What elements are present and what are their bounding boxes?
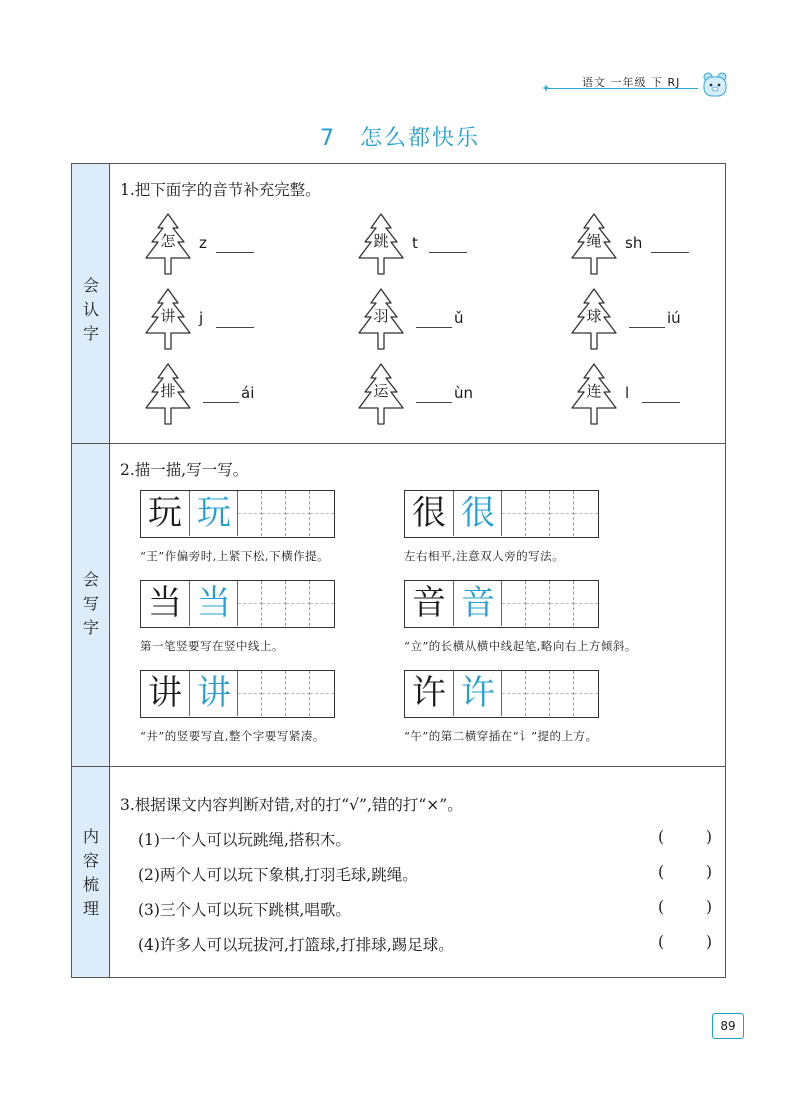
practice-cell[interactable] bbox=[309, 581, 334, 626]
tree-char: 怎 bbox=[160, 232, 176, 250]
writing-grid bbox=[404, 580, 599, 628]
tree-icon bbox=[137, 362, 199, 432]
guide-line bbox=[526, 603, 550, 604]
practice-cell[interactable] bbox=[261, 671, 286, 716]
writing-grid bbox=[140, 580, 335, 628]
tree-icon bbox=[137, 287, 199, 357]
guide-line bbox=[238, 603, 262, 604]
guide-line bbox=[574, 693, 598, 694]
practice-cell[interactable] bbox=[261, 581, 286, 626]
answer-blank[interactable] bbox=[216, 327, 254, 328]
practice-cell[interactable] bbox=[237, 491, 262, 536]
pinyin-final: iú bbox=[667, 309, 681, 327]
answer-blank[interactable] bbox=[629, 327, 665, 328]
practice-cell[interactable] bbox=[285, 491, 310, 536]
tree-char: 羽 bbox=[373, 307, 389, 325]
section-side-1 bbox=[72, 164, 110, 444]
trace-char: 很 bbox=[453, 491, 502, 536]
tree-char: 连 bbox=[586, 382, 602, 400]
writing-grid bbox=[404, 490, 599, 538]
pinyin-initial: l bbox=[625, 384, 630, 402]
section-label-char: 写 bbox=[82, 594, 99, 613]
answer-blank[interactable] bbox=[651, 252, 689, 253]
guide-line bbox=[310, 603, 334, 604]
practice-cell[interactable] bbox=[525, 491, 550, 536]
trace-char: 音 bbox=[453, 581, 502, 626]
practice-cell[interactable] bbox=[525, 671, 550, 716]
guide-line bbox=[286, 693, 310, 694]
section-label-char: 理 bbox=[82, 899, 99, 918]
practice-cell[interactable] bbox=[261, 491, 286, 536]
trace-char: 当 bbox=[189, 581, 238, 626]
writing-tip: “立”的长横从横中线起笔,略向右上方倾斜。 bbox=[404, 639, 637, 653]
guide-line bbox=[310, 513, 334, 514]
model-char: 音 bbox=[412, 583, 446, 623]
practice-cell[interactable] bbox=[501, 671, 526, 716]
practice-cell[interactable] bbox=[237, 581, 262, 626]
tree-char: 讲 bbox=[160, 307, 176, 325]
page-number: 89 bbox=[712, 1013, 744, 1039]
practice-cell[interactable] bbox=[549, 491, 574, 536]
guide-line bbox=[550, 513, 574, 514]
guide-line bbox=[502, 513, 526, 514]
answer-paren-open[interactable]: ( bbox=[658, 828, 665, 846]
tree-char: 跳 bbox=[373, 232, 389, 250]
guide-line bbox=[238, 693, 262, 694]
practice-cell[interactable] bbox=[285, 671, 310, 716]
tree-icon bbox=[563, 287, 625, 357]
model-char: 讲 bbox=[148, 673, 182, 713]
section-label-char: 字 bbox=[82, 324, 99, 343]
section-divider bbox=[72, 443, 725, 444]
guide-line bbox=[574, 603, 598, 604]
q1-prompt: 1.把下面字的音节补充完整。 bbox=[120, 181, 321, 199]
guide-line bbox=[502, 603, 526, 604]
answer-paren-close: ) bbox=[706, 828, 713, 846]
guide-line bbox=[310, 693, 334, 694]
practice-cell[interactable] bbox=[549, 581, 574, 626]
practice-cell[interactable] bbox=[573, 671, 598, 716]
section-side-2 bbox=[72, 444, 110, 767]
guide-line bbox=[526, 693, 550, 694]
answer-paren-open[interactable]: ( bbox=[658, 863, 665, 881]
guide-line bbox=[526, 513, 550, 514]
tree-icon bbox=[563, 362, 625, 432]
guide-line bbox=[262, 513, 286, 514]
practice-cell[interactable] bbox=[549, 671, 574, 716]
q2-prompt: 2.描一描,写一写。 bbox=[120, 461, 249, 479]
guide-line bbox=[286, 513, 310, 514]
guide-line bbox=[238, 513, 262, 514]
tree-icon bbox=[350, 287, 412, 357]
section-label-char: 内 bbox=[82, 827, 99, 846]
trace-char: 玩 bbox=[189, 491, 238, 536]
writing-tip: “井”的竖要写直,整个字要写紧凑。 bbox=[140, 729, 325, 743]
trace-char: 许 bbox=[453, 671, 502, 716]
answer-blank[interactable] bbox=[216, 252, 254, 253]
guide-line bbox=[502, 693, 526, 694]
lesson-title: 7 怎么都快乐 bbox=[320, 126, 480, 151]
pinyin-initial: t bbox=[412, 234, 418, 252]
pinyin-final: ùn bbox=[454, 384, 474, 402]
bear-mascot-icon bbox=[702, 70, 728, 98]
tree-char: 排 bbox=[160, 382, 176, 400]
section-divider bbox=[72, 766, 725, 767]
model-char: 许 bbox=[412, 673, 446, 713]
answer-blank[interactable] bbox=[642, 402, 680, 403]
practice-cell[interactable] bbox=[501, 581, 526, 626]
pinyin-final: ǔ bbox=[454, 309, 464, 327]
guide-line bbox=[286, 603, 310, 604]
tree-icon bbox=[563, 212, 625, 282]
practice-cell[interactable] bbox=[309, 491, 334, 536]
pinyin-initial: z bbox=[199, 234, 207, 252]
section-label-char: 认 bbox=[82, 300, 99, 319]
pinyin-initial: j bbox=[199, 309, 204, 327]
practice-cell[interactable] bbox=[573, 581, 598, 626]
guide-line bbox=[550, 603, 574, 604]
book-label: 语文 一年级 下 RJ bbox=[582, 76, 681, 89]
tree-char: 球 bbox=[586, 307, 602, 325]
q3-prompt: 3.根据课文内容判断对错,对的打“√”,错的打“×”。 bbox=[120, 796, 463, 814]
model-char: 玩 bbox=[148, 493, 182, 533]
practice-cell[interactable] bbox=[501, 491, 526, 536]
section-label-char: 梳 bbox=[82, 875, 99, 894]
model-char: 当 bbox=[148, 583, 182, 623]
writing-tip: 左右相平,注意双人旁的写法。 bbox=[404, 549, 565, 563]
practice-cell[interactable] bbox=[525, 581, 550, 626]
trace-char: 讲 bbox=[189, 671, 238, 716]
practice-cell[interactable] bbox=[573, 491, 598, 536]
guide-line bbox=[262, 693, 286, 694]
section-label-char: 会 bbox=[82, 570, 99, 589]
answer-blank[interactable] bbox=[203, 402, 239, 403]
pinyin-final: ái bbox=[241, 384, 255, 402]
answer-blank[interactable] bbox=[429, 252, 467, 253]
tree-icon bbox=[350, 212, 412, 282]
answer-paren-close: ) bbox=[706, 898, 713, 916]
writing-tip: 第一笔竖要写在竖中线上。 bbox=[140, 639, 284, 653]
answer-paren-close: ) bbox=[706, 863, 713, 881]
pinyin-initial: sh bbox=[625, 234, 643, 252]
section-side-3 bbox=[72, 767, 110, 977]
judgement-item: (2)两个人可以玩下象棋,打羽毛球,跳绳。 bbox=[138, 866, 418, 884]
judgement-item: (3)三个人可以玩下跳棋,唱歌。 bbox=[138, 901, 351, 919]
guide-line bbox=[574, 513, 598, 514]
writing-tip: “王”作偏旁时,上紧下松,下横作提。 bbox=[140, 549, 330, 563]
section-label-char: 字 bbox=[82, 618, 99, 637]
practice-cell[interactable] bbox=[309, 671, 334, 716]
tree-icon bbox=[137, 212, 199, 282]
worksheet-frame bbox=[71, 163, 726, 978]
writing-tip: “午”的第二横穿插在“讠”提的上方。 bbox=[404, 729, 598, 743]
guide-line bbox=[550, 693, 574, 694]
writing-grid bbox=[404, 670, 599, 718]
answer-blank[interactable] bbox=[416, 327, 452, 328]
practice-cell[interactable] bbox=[285, 581, 310, 626]
writing-grid bbox=[140, 490, 335, 538]
guide-line bbox=[262, 603, 286, 604]
answer-paren-open[interactable]: ( bbox=[658, 933, 665, 951]
answer-blank[interactable] bbox=[416, 402, 452, 403]
judgement-item: (4)许多人可以玩拔河,打篮球,打排球,踢足球。 bbox=[138, 936, 454, 954]
judgement-item: (1)一个人可以玩跳绳,搭积木。 bbox=[138, 831, 351, 849]
practice-cell[interactable] bbox=[237, 671, 262, 716]
tree-icon bbox=[350, 362, 412, 432]
model-char: 很 bbox=[412, 493, 446, 533]
answer-paren-open[interactable]: ( bbox=[658, 898, 665, 916]
answer-paren-close: ) bbox=[706, 933, 713, 951]
writing-grid bbox=[140, 670, 335, 718]
tree-char: 绳 bbox=[586, 232, 602, 250]
section-label-char: 会 bbox=[82, 276, 99, 295]
section-label-char: 容 bbox=[82, 851, 99, 870]
tree-char: 运 bbox=[373, 382, 389, 400]
